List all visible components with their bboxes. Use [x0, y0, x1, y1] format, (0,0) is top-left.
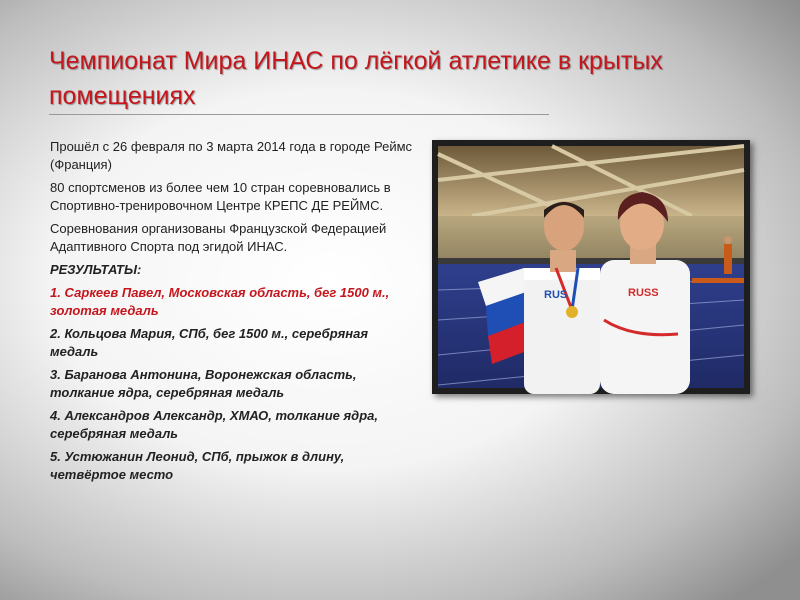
slide-title: Чемпионат Мира ИНАС по лёгкой атлетике в крытых помещениях	[49, 47, 663, 110]
result-item-4: 4. Александров Александр, ХМАО, толкание ядра, серебряная медаль	[50, 408, 378, 441]
paragraph-dates: Прошёл с 26 февраля по 3 марта 2014 года в городе Реймс (Франция)	[50, 139, 413, 172]
results-heading: РЕЗУЛЬТАТЫ:	[50, 262, 142, 277]
paragraph-participants: 80 спортсменов из более чем 10 стран соревновались в Спортивно-тренировочном Центре КРЕПС ДЕ РЕЙМС.	[50, 180, 391, 213]
title-divider	[49, 114, 549, 115]
jacket-label-right: RUSS	[628, 287, 659, 299]
jacket-label-left: RUS	[544, 289, 568, 301]
hall-wall	[438, 216, 744, 264]
athletes-photo	[432, 140, 750, 394]
result-item-1: 1. Саркеев Павел, Московская область, бег 1500 м., золотая медаль	[50, 285, 390, 318]
athletes-photo-illustration	[432, 140, 750, 394]
result-item-5: 5. Устюжанин Леонид, СПб, прыжок в длину, четвёртое место	[50, 449, 345, 482]
result-item-3: 3. Баранова Антонина, Воронежская область, толкание ядра, серебряная медаль	[50, 367, 357, 400]
paragraph-organizers: Соревнования организованы Французской Федерацией Адаптивного Спорта под эгидой ИНАС.	[50, 221, 387, 254]
result-item-2: 2. Кольцова Мария, СПб, бег 1500 м., серебряная медаль	[50, 326, 369, 359]
hall-ceiling	[438, 146, 744, 216]
slide-content	[50, 138, 415, 489]
